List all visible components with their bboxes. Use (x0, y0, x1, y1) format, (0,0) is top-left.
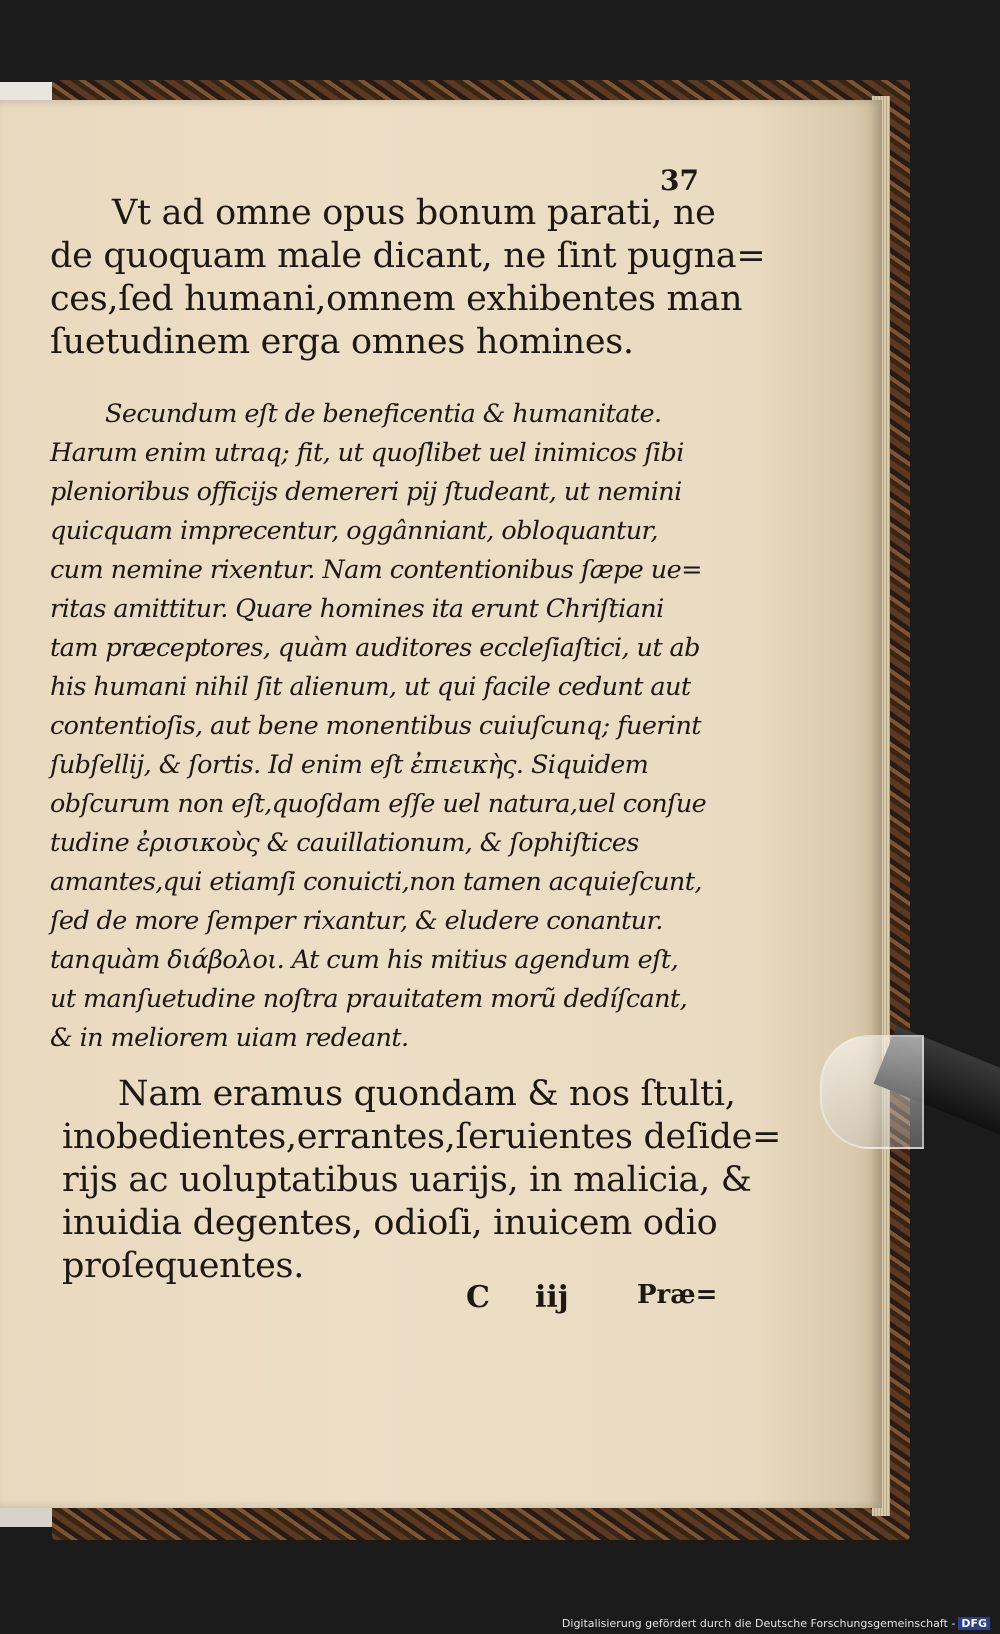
text-line: rijs ac uoluptatibus uarijs, in malicia, & (62, 1160, 752, 1200)
paragraph-scripture-1 (50, 192, 766, 364)
dfg-logo: DFG (958, 1617, 990, 1630)
text-line: cum nemine rixentur. Nam contentionibus ſæpe ue= (50, 555, 702, 585)
text-line: quicquam imprecentur, oggânniant, obloquantur, (50, 516, 658, 546)
text-line: his humani nihil ſit alienum, ut qui facile cedunt aut (50, 672, 691, 702)
text-line: ces,ſed humani,omnem exhibentes man (50, 279, 743, 319)
text-line: & in meliorem uiam redeant. (50, 1023, 409, 1053)
text-line: tam præceptores, quàm auditores eccleſiaſtici, ut ab (50, 633, 700, 663)
text-line: obſcurum non eſt,quoſdam eſſe uel natura,uel conſue (50, 789, 707, 819)
footer-text: Digitalisierung gefördert durch die Deutsche Forschungsgemeinschaft - (561, 1617, 956, 1630)
text-line: de quoquam male dicant, ne ſint pugna= (50, 236, 766, 276)
catchword: Præ= (637, 1280, 718, 1310)
text-line: Secundum eſt de beneficentia & humanitate. (105, 399, 662, 429)
signature-mark: C (466, 1280, 490, 1315)
text-line: contentioſis, aut bene monentibus cuiuſcunq; fuerint (50, 711, 701, 741)
text-line: ſed de more ſemper rixantur, & eludere conantur. (50, 906, 663, 936)
paragraph-scripture-2 (50, 1073, 782, 1288)
text-line: Nam eramus quondam & nos ſtulti, (118, 1074, 736, 1114)
facing-page-edge-bottom (0, 1505, 52, 1527)
text-line: Vt ad omne opus bonum parati, ne (112, 193, 716, 233)
signature-numeral: iij (535, 1280, 569, 1315)
text-line: ſubſellij, & ſortis. Id enim eſt ἐπιεικὴς. Siquidem (50, 750, 649, 780)
text-line: ritas amittitur. Quare homines ita erunt Chriſtiani (50, 594, 664, 624)
commentary-block (50, 395, 707, 1058)
page-number: 37 (660, 164, 699, 197)
text-line: amantes,qui etiamſi conuicti,non tamen acquieſcunt, (50, 867, 702, 897)
text-line: proſequentes. (62, 1246, 305, 1286)
text-line: inuidia degentes, odioſi, inuicem odio (62, 1203, 718, 1243)
text-line: tudine ἐρισικοὺς & cauillationum, & ſophiſtices (50, 828, 639, 858)
text-line: plenioribus officijs demereri pij ſtudeant, ut nemini (50, 477, 682, 507)
text-line: Harum enim utraq; fit, ut quoſlibet uel inimicos ſibi (50, 438, 684, 468)
page-holder-clip (820, 1035, 924, 1149)
text-line: ſuetudinem erga omnes homines. (50, 322, 634, 362)
text-line: ut manſuetudine noſtra prauitatem morũ dedíſcant, (50, 984, 688, 1014)
text-line: tanquàm διάβολοι. At cum his mitius agendum eſt, (50, 945, 679, 975)
text-line: inobedientes,errantes,ſeruientes deſide= (62, 1117, 782, 1157)
funding-footer (562, 1617, 990, 1630)
